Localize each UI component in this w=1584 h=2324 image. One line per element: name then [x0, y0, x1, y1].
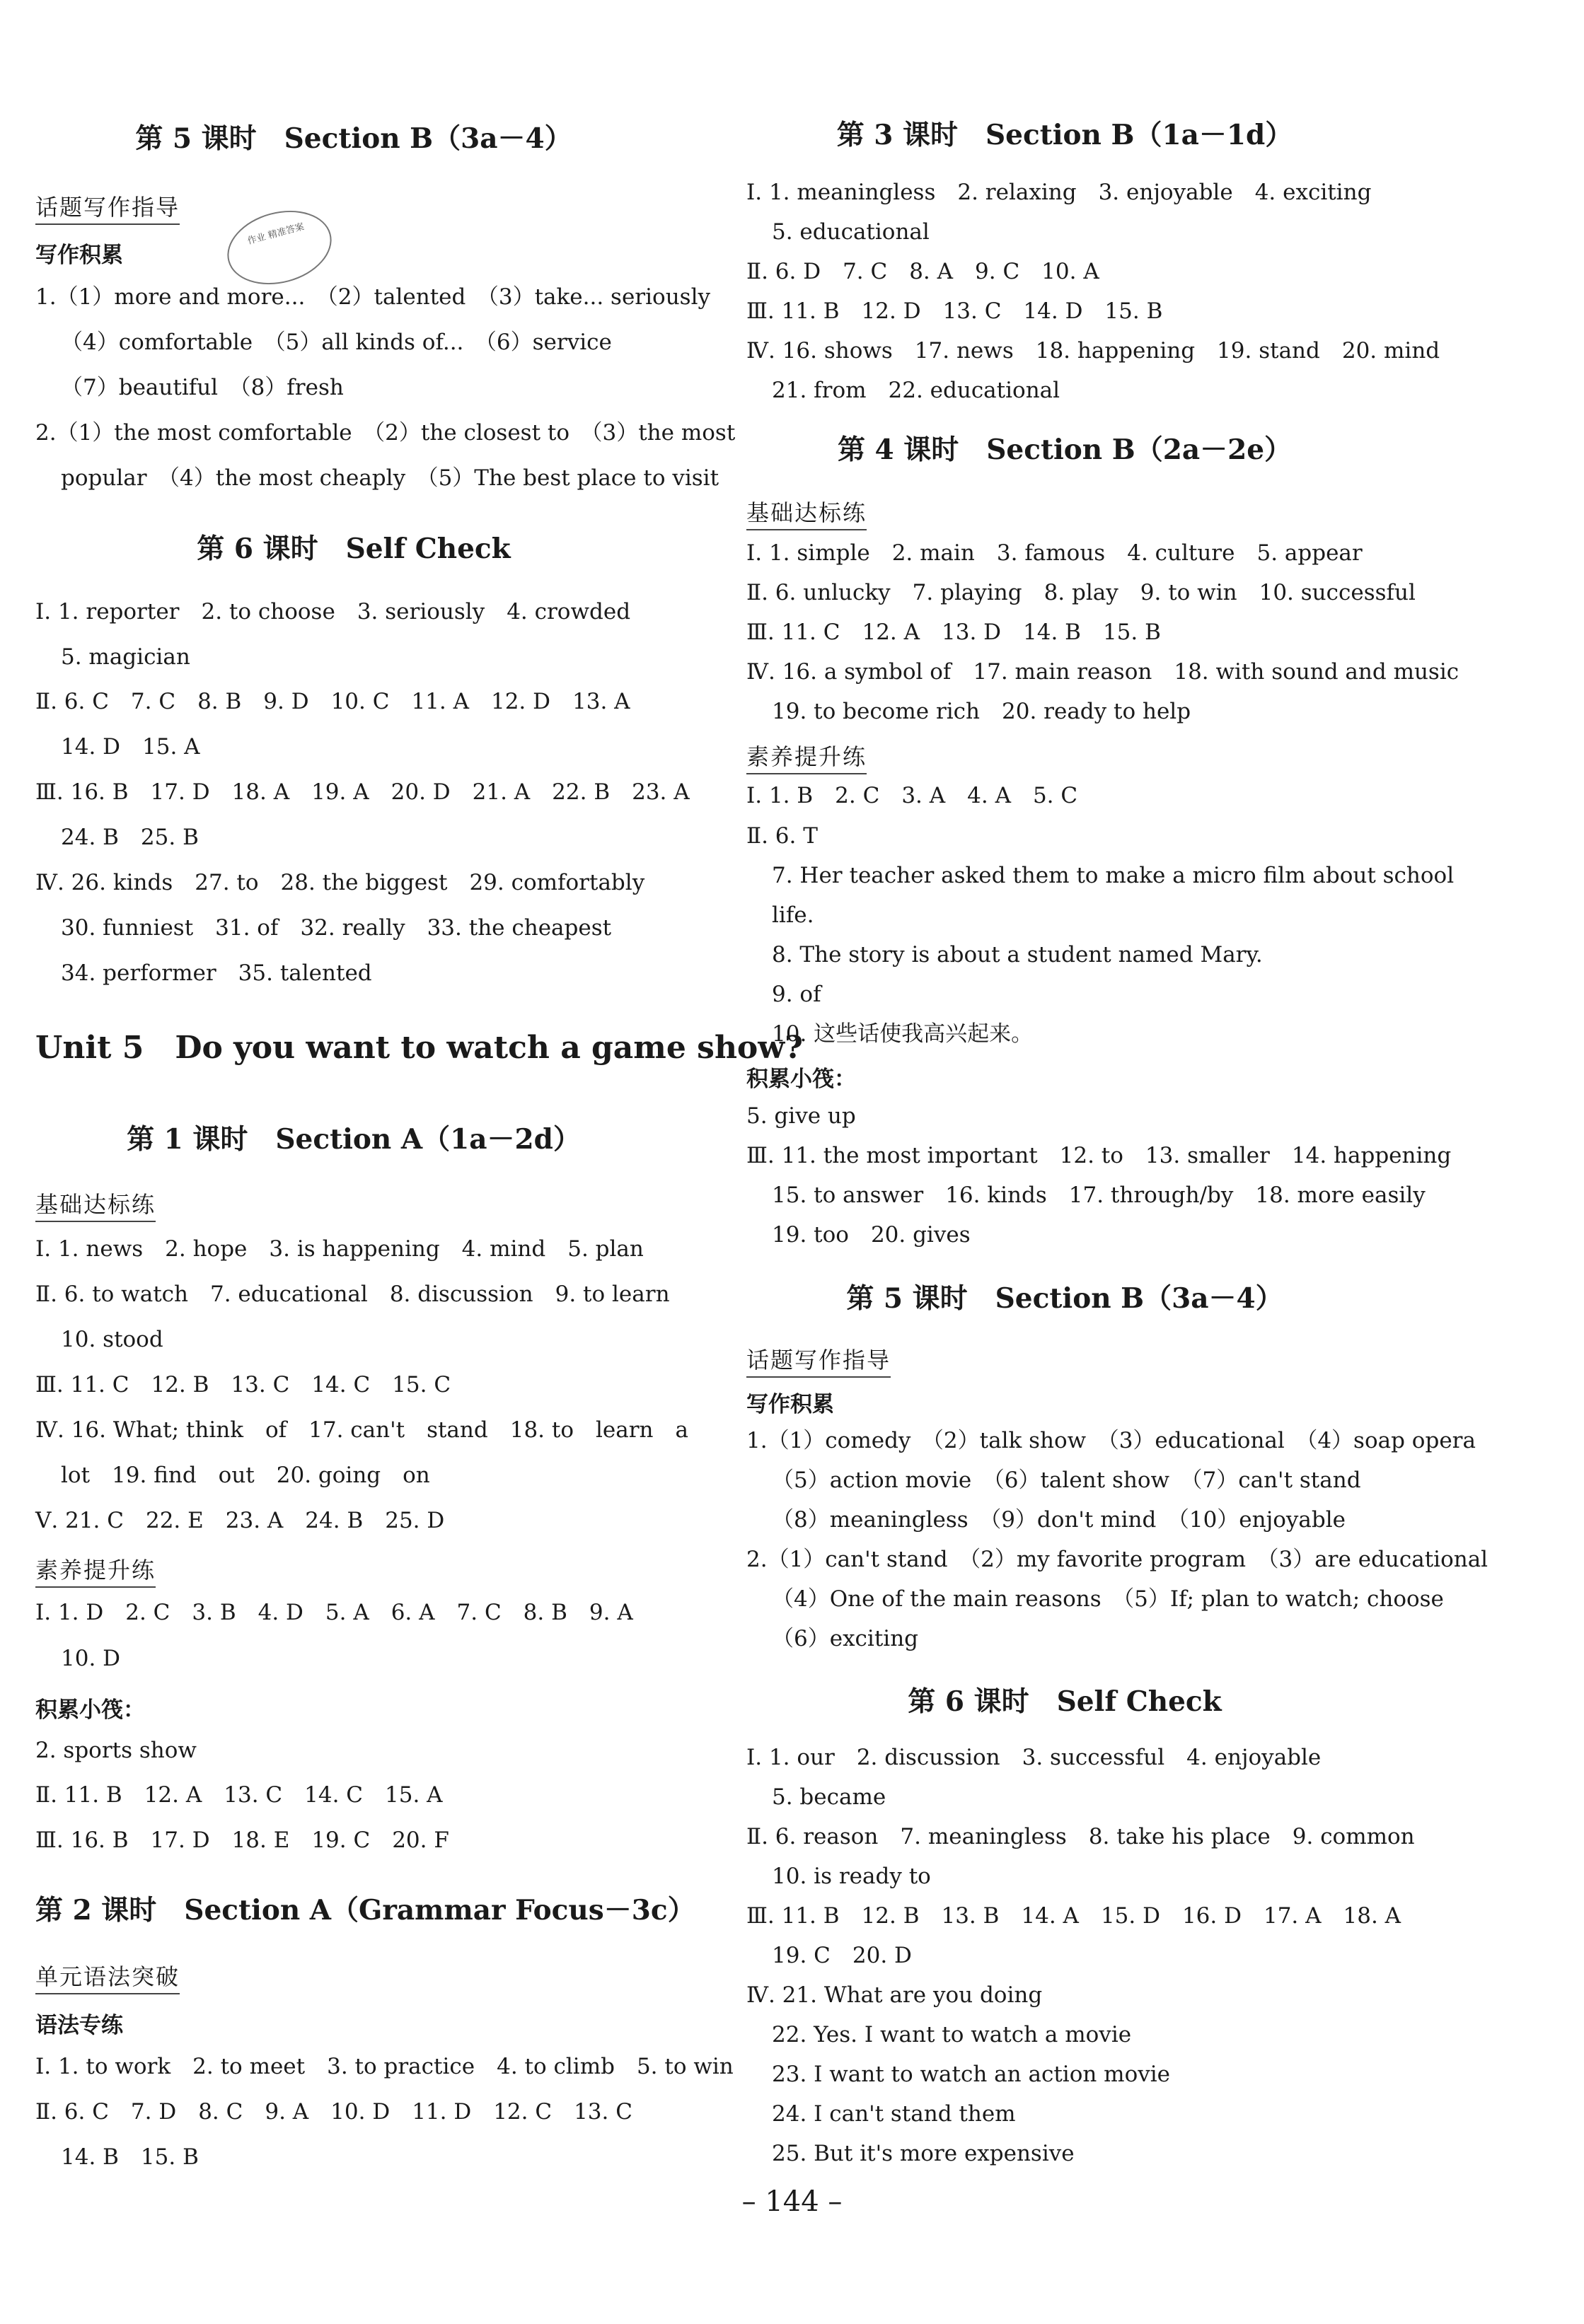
answer-line: 2. sports show — [35, 1738, 197, 1763]
answer-line: Ⅲ. 11. C 12. B 13. C 14. C 15. C — [35, 1372, 451, 1398]
answer-line: Ⅲ. 16. B 17. D 18. E 19. C 20. F — [35, 1828, 449, 1853]
answer-line: （6）exciting — [772, 1626, 919, 1651]
answer-line: Ⅰ. 1. news 2. hope 3. is happening 4. mind 5. plan — [35, 1236, 644, 1262]
section-label: 话题写作指导 — [746, 1342, 891, 1378]
page-number: – 144 – — [741, 2185, 843, 2218]
answer-line: Ⅱ. 6. C 7. D 8. C 9. A 10. D 11. D 12. C 13. C — [35, 2099, 632, 2125]
answer-line: popular （4）the most cheaply （5）The best place to visit — [61, 465, 719, 491]
answer-line: 14. D 15. A — [61, 734, 200, 760]
answer-line: （4）One of the main reasons （5）If; plan to watch; choose — [772, 1586, 1444, 1612]
answer-line: Ⅲ. 11. B 12. D 13. C 14. D 15. B — [746, 298, 1163, 324]
answer-line: 5. became — [772, 1784, 886, 1810]
section-label: 话题写作指导 — [35, 190, 180, 225]
answer-line: 10. stood — [61, 1327, 163, 1352]
answer-line: 2.（1）the most comfortable （2）the closest to （3）the most — [35, 420, 736, 446]
answer-line: 19. C 20. D — [772, 1943, 912, 1968]
answer-line: Ⅱ. 11. B 12. A 13. C 14. C 15. A — [35, 1782, 443, 1808]
answer-line: Ⅱ. 6. D 7. C 8. A 9. C 10. A — [746, 259, 1099, 284]
answer-line: 7. Her teacher asked them to make a micro film about school — [772, 863, 1455, 888]
answer-line: Ⅳ. 16. shows 17. news 18. happening 19. stand 20. mind — [746, 338, 1440, 364]
answer-line: 1.（1）comedy （2）talk show （3）educational （4）soap opera — [746, 1428, 1476, 1453]
answer-line: 23. I want to watch an action movie — [772, 2062, 1171, 2087]
answer-line: 1.（1）more and more... （2）talented （3）take... seriously — [35, 284, 711, 310]
answer-line: （7）beautiful （8）fresh — [61, 375, 344, 400]
answer-line: Ⅴ. 21. C 22. E 23. A 24. B 25. D — [35, 1508, 445, 1533]
answer-line: 19. to become rich 20. ready to help — [772, 699, 1191, 724]
answer-line: 9. of — [772, 982, 821, 1007]
answer-line: 10. D — [61, 1646, 121, 1671]
answer-line: 8. The story is about a student named Mary. — [772, 942, 1263, 968]
answer-line: Ⅰ. 1. meaningless 2. relaxing 3. enjoyable 4. exciting — [746, 180, 1372, 205]
answer-line: Ⅰ. 1. our 2. discussion 3. successful 4. enjoyable — [746, 1745, 1322, 1770]
answer-line: Ⅳ. 26. kinds 27. to 28. the biggest 29. comfortably — [35, 870, 645, 895]
lesson-heading: 第 6 课时 Self Check — [197, 533, 511, 565]
answer-line: 24. B 25. B — [61, 825, 199, 850]
answer-line: 5. give up — [746, 1103, 856, 1129]
answer-line: Ⅱ. 6. reason 7. meaningless 8. take his place 9. common — [746, 1824, 1415, 1849]
section-label: 积累小筏： — [35, 1697, 145, 1723]
answer-line: 19. too 20. gives — [772, 1222, 971, 1248]
answer-line: 21. from 22. educational — [772, 378, 1060, 403]
section-label: 素养提升练 — [746, 739, 867, 774]
answer-line: lot 19. find out 20. going on — [61, 1463, 430, 1488]
answer-line: 5. educational — [772, 219, 930, 245]
answer-line: Ⅰ. 1. D 2. C 3. B 4. D 5. A 6. A 7. C 8. B 9. A — [35, 1600, 633, 1625]
answer-line: Ⅰ. 1. simple 2. main 3. famous 4. culture 5. appear — [746, 540, 1363, 566]
answer-line: Ⅰ. 1. B 2. C 3. A 4. A 5. C — [746, 783, 1078, 808]
answer-line: 10. is ready to — [772, 1864, 931, 1889]
lesson-heading: 第 4 课时 Section B（2a－2e） — [837, 434, 1293, 466]
section-label: 单元语法突破 — [35, 1959, 180, 1994]
answer-line: Ⅱ. 6. to watch 7. educational 8. discussion 9. to learn — [35, 1282, 670, 1307]
answer-line: 15. to answer 16. kinds 17. through/by 18. more easily — [772, 1183, 1426, 1208]
answer-line: 5. magician — [61, 644, 190, 670]
lesson-heading: 第 3 课时 Section B（1a－1d） — [836, 119, 1293, 151]
answer-line: （4）comfortable （5）all kinds of... （6）service — [61, 330, 612, 355]
answer-line: 2.（1）can't stand （2）my favorite program （3）are educational — [746, 1547, 1488, 1572]
stamp-text: 作业 精准答案 — [246, 221, 306, 248]
answer-line: 10. 这些话使我高兴起来。 — [772, 1021, 1034, 1047]
answer-line: 25. But it's more expensive — [772, 2141, 1075, 2166]
answer-line: Ⅲ. 11. the most important 12. to 13. smaller 14. happening — [746, 1143, 1452, 1168]
answer-line: 14. B 15. B — [61, 2144, 199, 2170]
section-label: 写作积累 — [35, 243, 123, 268]
stamp-seal — [219, 199, 340, 295]
answer-line: （5）action movie （6）talent show （7）can't stand — [772, 1468, 1361, 1493]
answer-line: （8）meaningless （9）don't mind （10）enjoyable — [772, 1507, 1346, 1533]
answer-line: 30. funniest 31. of 32. really 33. the cheapest — [61, 915, 612, 941]
lesson-heading: 第 5 课时 Section B（3a－4） — [135, 122, 572, 155]
answer-line: Ⅳ. 21. What are you doing — [746, 1982, 1043, 2008]
section-label: 素养提升练 — [35, 1552, 156, 1588]
section-label: 积累小筏： — [746, 1067, 856, 1092]
answer-line: Ⅳ. 16. a symbol of 17. main reason 18. with sound and music — [746, 659, 1459, 685]
lesson-heading: 第 1 课时 Section A（1a－2d） — [127, 1123, 581, 1156]
section-label: 写作积累 — [746, 1392, 834, 1417]
answer-line: 22. Yes. I want to watch a movie — [772, 2022, 1132, 2047]
answer-line: life. — [772, 902, 814, 928]
answer-line: Ⅰ. 1. reporter 2. to choose 3. seriously 4. crowded — [35, 599, 631, 624]
answer-line: Ⅲ. 11. C 12. A 13. D 14. B 15. B — [746, 620, 1161, 645]
answer-line: Ⅲ. 16. B 17. D 18. A 19. A 20. D 21. A 22. B 23. A — [35, 779, 690, 805]
answer-line: Ⅰ. 1. to work 2. to meet 3. to practice 4. to climb 5. to win — [35, 2054, 734, 2079]
lesson-heading: 第 5 课时 Section B（3a－4） — [846, 1282, 1283, 1315]
lesson-heading: 第 6 课时 Self Check — [908, 1685, 1222, 1718]
unit-title: Unit 5 Do you want to watch a game show? — [35, 1030, 803, 1066]
answer-line: Ⅱ. 6. C 7. C 8. B 9. D 10. C 11. A 12. D 13. A — [35, 689, 630, 714]
section-label: 语法专练 — [35, 2013, 123, 2038]
lesson-heading: 第 2 课时 Section A（Grammar Focus－3c） — [35, 1894, 695, 1927]
answer-line: Ⅱ. 6. unlucky 7. playing 8. play 9. to win 10. successful — [746, 580, 1416, 605]
section-label: 基础达标练 — [35, 1187, 156, 1222]
section-label: 基础达标练 — [746, 495, 867, 530]
answer-line: 34. performer 35. talented — [61, 960, 372, 986]
answer-line: Ⅳ. 16. What; think of 17. can't stand 18. to learn a — [35, 1417, 689, 1443]
answer-line: Ⅱ. 6. T — [746, 823, 818, 849]
answer-line: Ⅲ. 11. B 12. B 13. B 14. A 15. D 16. D 17. A 18. A — [746, 1903, 1401, 1929]
answer-line: 24. I can't stand them — [772, 2101, 1016, 2127]
